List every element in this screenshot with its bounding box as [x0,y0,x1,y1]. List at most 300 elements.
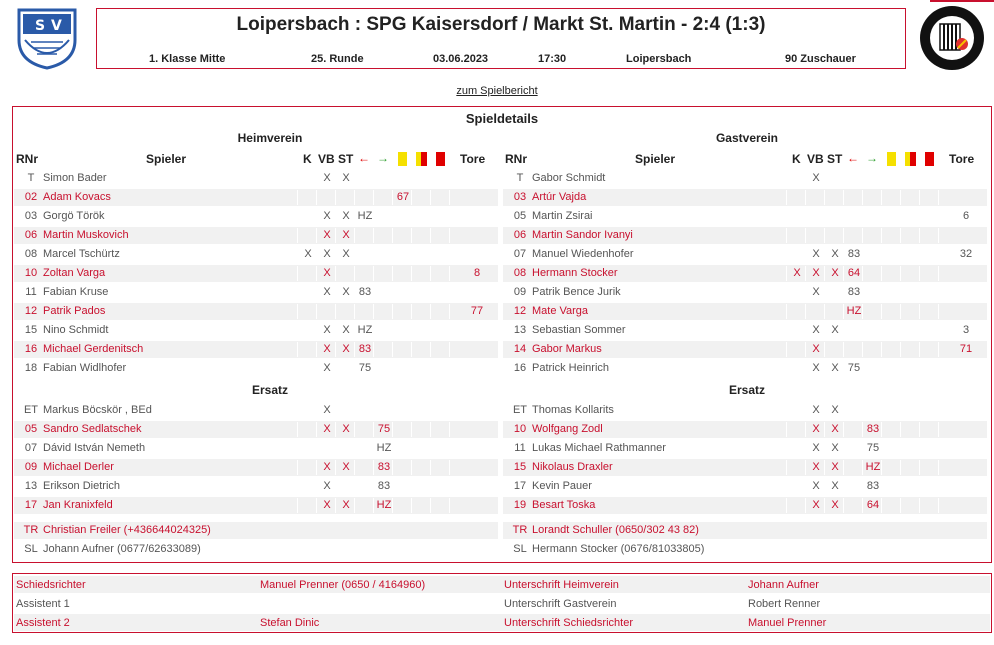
st-mark: X [342,324,350,336]
cell-divider [316,498,317,513]
vb-mark: X [323,343,331,355]
player-row[interactable] [14,227,498,244]
cell-divider [316,266,317,281]
cell-divider [938,304,939,319]
vb-mark: X [812,480,820,492]
player-name[interactable]: Sebastian Sommer [532,324,626,336]
cell-divider [805,342,806,357]
cell-divider [449,304,450,319]
player-row[interactable] [503,360,987,377]
svg-text:S: S [35,18,46,34]
home-club-logo [11,6,83,70]
cell-divider [900,422,901,437]
cell-divider [919,342,920,357]
cell-divider [430,190,431,205]
sub-in-minute: 83 [377,461,391,473]
signature-label: Unterschrift Schiedsrichter [504,617,633,629]
player-row[interactable] [503,265,987,282]
row-number: 08 [24,248,38,260]
official-name: Stefan Dinic [260,617,320,629]
goal-minutes: 3 [962,324,970,336]
cell-divider [786,342,787,357]
cell-divider [843,342,844,357]
row-number: 08 [513,267,527,279]
sub-in-minute: 64 [866,499,880,511]
staff-name: Johann Aufner (0677/62633089) [43,543,201,555]
cell-divider [805,460,806,475]
away-sub-out-icon: ← [847,151,859,165]
row-number: 11 [25,286,37,298]
cell-divider [354,342,355,357]
signature-name: Manuel Prenner [748,617,827,629]
player-name[interactable]: Patrick Heinrich [532,362,610,374]
home-col-player: Spieler [146,152,187,166]
details-title: Spieldetails [465,111,539,126]
cell-divider [411,498,412,513]
st-mark: X [342,210,350,222]
vb-mark: X [323,248,331,260]
away-yellow-red-card-red-icon [910,152,916,166]
official-row [14,614,990,631]
cell-divider [824,304,825,319]
staff-name: Hermann Stocker (0676/81033805) [532,543,705,555]
cell-divider [786,228,787,243]
official-row [14,576,990,593]
player-name[interactable]: Patrik Pados [43,305,106,317]
st-mark: X [831,423,839,435]
cell-divider [786,460,787,475]
row-number: 03 [513,191,527,203]
home-red-card-icon [436,152,445,166]
row-number: 16 [513,362,527,374]
cell-divider [316,460,317,475]
staff-row [503,522,987,539]
cell-divider [392,190,393,205]
cell-divider [430,304,431,319]
st-mark: X [831,461,839,473]
player-row[interactable] [503,459,987,476]
player-row[interactable] [14,265,498,282]
away-red-card-icon [925,152,934,166]
cell-divider [938,460,939,475]
player-name[interactable]: Jan Kranixfeld [43,499,113,511]
away-yellow-card-icon [887,152,896,166]
player-name[interactable]: Artúr Vajda [532,191,587,203]
staff-role: TR [512,524,528,536]
cell-divider [900,342,901,357]
vb-mark: X [812,442,820,454]
player-row[interactable] [14,208,498,225]
league-label: 1. Klasse Mitte [149,53,226,65]
cell-divider [919,422,920,437]
cell-divider [354,228,355,243]
cell-divider [824,460,825,475]
goal-minutes: 71 [959,343,973,355]
player-name[interactable]: Adam Kovacs [43,191,111,203]
row-number: 13 [513,324,527,336]
cell-divider [411,266,412,281]
cell-divider [354,190,355,205]
official-role: Assistent 2 [16,617,70,629]
cell-divider [297,228,298,243]
home-col-goals: Tore [460,152,486,166]
cell-divider [335,460,336,475]
vb-mark: X [812,286,820,298]
player-name[interactable]: Simon Bader [43,172,107,184]
player-name[interactable]: Marcel Tschürtz [43,248,120,260]
signature-name: Robert Renner [748,598,821,610]
vb-mark: X [323,172,331,184]
player-name[interactable]: Manuel Wiedenhofer [532,248,634,260]
cell-divider [900,190,901,205]
cell-divider [297,460,298,475]
goal-minutes: 32 [959,248,973,260]
match-date: 03.06.2023 [433,53,489,65]
st-mark: X [342,286,350,298]
player-name[interactable]: Markus Böcskör , BEd [43,404,152,416]
cell-divider [373,460,374,475]
player-row[interactable] [14,402,498,419]
cell-divider [335,422,336,437]
player-row[interactable] [14,341,498,358]
row-number: 05 [24,423,38,435]
player-row[interactable] [14,246,498,263]
away-team-label: Gastverein [715,131,779,145]
cell-divider [335,498,336,513]
player-row[interactable] [14,360,498,377]
player-row[interactable] [14,421,498,438]
top-accent-bar [930,0,994,2]
cell-divider [430,342,431,357]
cell-divider [881,228,882,243]
cell-divider [843,460,844,475]
signature-name: Johann Aufner [748,579,819,591]
sub-in-minute: 75 [377,423,391,435]
st-mark: X [831,480,839,492]
cell-divider [449,190,450,205]
player-name[interactable]: Hermann Stocker [532,267,618,279]
row-number: 11 [514,442,526,454]
player-row[interactable] [14,284,498,301]
player-name[interactable]: Gabor Schmidt [532,172,606,184]
cell-divider [373,190,374,205]
cell-divider [824,190,825,205]
cell-divider [843,228,844,243]
player-name[interactable]: Thomas Kollarits [532,404,614,416]
player-row[interactable] [503,341,987,358]
row-number: 15 [24,324,38,336]
player-name[interactable]: Nino Schmidt [43,324,109,336]
cell-divider [411,422,412,437]
officials-panel [12,573,992,633]
cell-divider [938,266,939,281]
vb-mark: X [323,324,331,336]
cell-divider [805,498,806,513]
player-row[interactable] [503,189,987,206]
cell-divider [316,228,317,243]
cell-divider [919,498,920,513]
cell-divider [316,422,317,437]
cell-divider [430,266,431,281]
cell-divider [805,228,806,243]
cell-divider [430,460,431,475]
sub-in-minute: 83 [866,480,880,492]
player-row[interactable] [503,421,987,438]
cell-divider [392,342,393,357]
cell-divider [824,498,825,513]
player-name[interactable]: Martin Zsirai [532,210,593,222]
cell-divider [316,190,317,205]
sub-out-minute: HZ [846,305,862,317]
sub-out-minute: 83 [358,343,372,355]
home-sub-in-icon: → [377,151,389,165]
cell-divider [786,266,787,281]
player-row[interactable] [503,303,987,320]
row-number: 10 [513,423,527,435]
match-details-panel [12,106,992,563]
player-name[interactable]: Michael Derler [43,461,114,473]
home-sub-out-icon: ← [358,151,370,165]
player-name[interactable]: Martin Sandor Ivanyi [532,229,633,241]
home-yellow-card-icon [398,152,407,166]
cell-divider [881,190,882,205]
player-name[interactable]: Nikolaus Draxler [532,461,613,473]
vb-mark: X [323,210,331,222]
cell-divider [373,498,374,513]
cell-divider [938,422,939,437]
st-mark: X [342,343,350,355]
row-number: 07 [24,442,38,454]
cell-divider [900,460,901,475]
player-row[interactable] [503,497,987,514]
sub-in-minute: HZ [376,442,392,454]
vb-mark: X [323,423,331,435]
cell-divider [297,304,298,319]
cell-divider [881,304,882,319]
vb-mark: X [812,267,820,279]
st-mark: X [342,172,350,184]
player-name[interactable]: Wolfgang Zodl [532,423,603,435]
st-mark: X [342,248,350,260]
player-name[interactable]: Fabian Widlhofer [43,362,127,374]
st-mark: X [831,324,839,336]
st-mark: X [831,499,839,511]
vb-mark: X [323,480,331,492]
cell-divider [354,498,355,513]
cell-divider [392,266,393,281]
player-row[interactable] [14,497,498,514]
cell-divider [392,228,393,243]
home-col-st: ST [338,152,354,166]
vb-mark: X [812,461,820,473]
cell-divider [297,342,298,357]
player-row[interactable] [503,208,987,225]
cell-divider [297,190,298,205]
cell-divider [900,228,901,243]
st-mark: X [831,442,839,454]
cell-divider [335,266,336,281]
cell-divider [335,228,336,243]
vb-mark: X [812,499,820,511]
st-mark: X [831,248,839,260]
row-number: 13 [24,480,38,492]
home-yellow-red-card-red-icon [421,152,427,166]
player-name[interactable]: Patrik Bence Jurik [532,286,621,298]
signature-label: Unterschrift Heimverein [504,579,619,591]
player-row[interactable] [503,478,987,495]
round-label: 25. Runde [311,53,364,65]
cell-divider [354,422,355,437]
spectators-label: 90 Zuschauer [785,53,856,65]
st-mark: X [831,404,839,416]
row-number: 19 [513,499,527,511]
player-name[interactable]: Gorgö Török [43,210,105,222]
cell-divider [316,342,317,357]
cell-divider [805,266,806,281]
player-row[interactable] [14,303,498,320]
cell-divider [411,228,412,243]
player-row[interactable] [503,227,987,244]
away-col-goals: Tore [949,152,975,166]
cell-divider [373,228,374,243]
cell-divider [824,266,825,281]
st-mark: X [342,461,350,473]
cell-divider [824,228,825,243]
cell-divider [411,460,412,475]
player-row[interactable] [503,284,987,301]
cell-divider [373,266,374,281]
row-number: 02 [24,191,38,203]
player-row[interactable] [503,440,987,457]
player-name[interactable]: Dávid István Nemeth [43,442,146,454]
row-number: 09 [24,461,38,473]
home-club-crest-icon [11,6,83,70]
vb-mark: X [323,229,331,241]
player-row[interactable] [503,246,987,263]
player-row[interactable] [503,402,987,419]
cell-divider [843,422,844,437]
official-row [14,595,990,612]
away-sub-in-icon: → [866,151,878,165]
vb-mark: X [812,324,820,336]
row-number: 17 [513,480,527,492]
captain-mark: X [304,248,312,260]
cell-divider [881,266,882,281]
cell-divider [335,190,336,205]
player-row[interactable] [503,322,987,339]
staff-role: SL [24,543,38,555]
cell-divider [786,498,787,513]
row-number: 10 [24,267,38,279]
cell-divider [297,498,298,513]
player-row[interactable] [503,170,987,187]
vb-mark: X [812,172,820,184]
match-report-link[interactable]: zum Spielbericht [456,85,538,97]
goal-minutes: 77 [470,305,484,317]
player-row[interactable] [14,440,498,457]
row-number: T [27,172,35,184]
player-name[interactable]: Mate Varga [532,305,589,317]
vb-mark: X [323,404,331,416]
cell-divider [373,422,374,437]
player-name[interactable]: Gabor Markus [532,343,602,355]
cell-divider [335,342,336,357]
sub-in-minute: HZ [865,461,881,473]
cell-divider [449,460,450,475]
row-number: 15 [513,461,527,473]
player-name[interactable]: Sandro Sedlatschek [43,423,142,435]
cell-divider [843,498,844,513]
row-number: 17 [24,499,38,511]
player-name[interactable]: Lukas Michael Rathmanner [532,442,666,454]
yellow-minute: 67 [396,191,410,203]
cell-divider [786,190,787,205]
player-name[interactable]: Erikson Dietrich [43,480,121,492]
away-col-player: Spieler [635,152,676,166]
row-number: ET [512,404,528,416]
cell-divider [938,342,939,357]
player-name[interactable]: Michael Gerdenitsch [43,343,144,355]
home-reserve-label: Ersatz [251,383,289,397]
player-row[interactable] [14,322,498,339]
sub-out-minute: 83 [847,248,861,260]
vb-mark: X [323,461,331,473]
cell-divider [786,422,787,437]
cell-divider [449,228,450,243]
cell-divider [373,304,374,319]
cell-divider [843,190,844,205]
cell-divider [449,498,450,513]
staff-role: SL [513,543,527,555]
venue-label: Loipersbach [626,53,692,65]
official-role: Assistent 1 [16,598,70,610]
cell-divider [297,266,298,281]
official-role: Schiedsrichter [16,579,86,591]
row-number: 16 [24,343,38,355]
row-number: 03 [24,210,38,222]
sub-out-minute: 83 [358,286,372,298]
player-row[interactable] [14,189,498,206]
player-name[interactable]: Zoltan Varga [43,267,106,279]
sub-out-minute: 64 [847,267,861,279]
cell-divider [449,342,450,357]
sub-out-minute: 75 [358,362,372,374]
player-row[interactable] [14,170,498,187]
row-number: 06 [24,229,38,241]
cell-divider [316,304,317,319]
away-col-vb: VB [807,152,824,166]
st-mark: X [342,499,350,511]
cell-divider [354,266,355,281]
player-name[interactable]: Martin Muskovich [43,229,129,241]
st-mark: X [342,229,350,241]
staff-row [503,541,987,558]
cell-divider [862,190,863,205]
player-row[interactable] [14,459,498,476]
cell-divider [843,304,844,319]
player-name[interactable]: Kevin Pauer [532,480,592,492]
official-name: Manuel Prenner (0650 / 4164960) [260,579,426,591]
player-name[interactable]: Fabian Kruse [43,286,109,298]
cell-divider [335,304,336,319]
cell-divider [805,304,806,319]
player-row[interactable] [14,478,498,495]
row-number: 05 [513,210,527,222]
player-name[interactable]: Besart Toska [532,499,596,511]
row-number: T [516,172,524,184]
row-number: 14 [513,343,527,355]
home-col-rnr: RNr [16,152,39,166]
